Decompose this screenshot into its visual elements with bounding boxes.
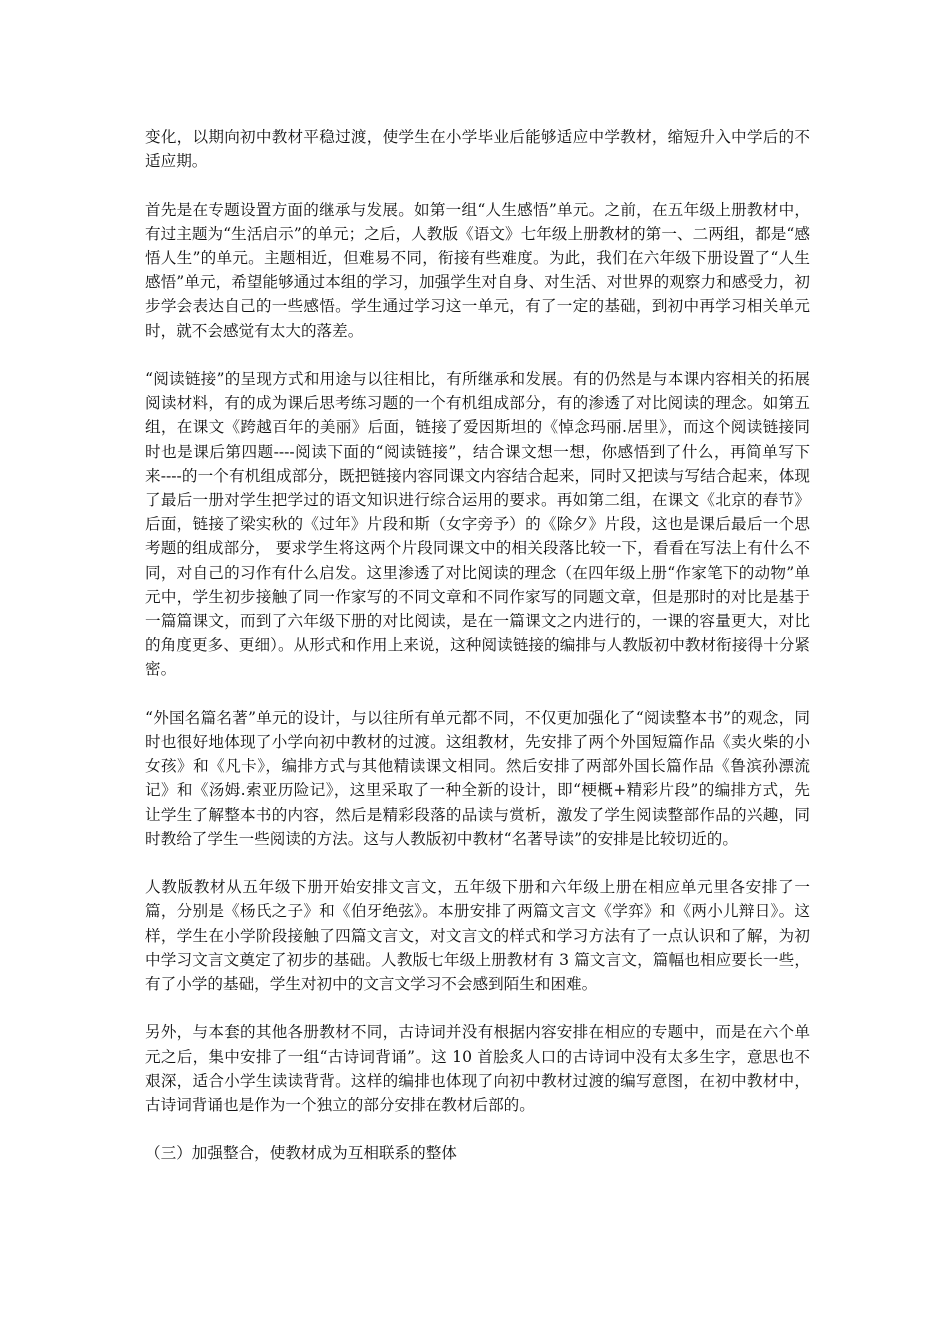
paragraph-reading-link: “阅读链接”的呈现方式和用途与以往相比，有所继承和发展。有的仍然是与本课内容相关的拓展阅读材料，有的成为课后思考练习题的一个有机组成部分，有的渗透了对比阅读的理念。如第五组，在课文《跨越百年的美丽》后面，链接了爱因斯坦的《悼念玛丽.居里》，而这个阅读链接同时也是课后第四题----阅读下面的“阅读链接”，结合课文想一想，你感悟到了什么，再简单写下来----的一个有机组成部分，既把链接内容同课文内容结合起来，同时又把读与写结合起来，体现了最后一册对学生把学过的语文知识进行综合运用的要求。再如第二组，在课文《北京的春节》后面，链接了梁实秋的《过年》片段和斯（女字旁予）的《除夕》片段，这也是课后最后一个思考题的组成部分， 要求学生将这两个片段同课文中的相关段落比较一下，看看在写法上有什么不同，对自己的习作有什么启发。这里渗透了对比阅读的理念（在四年级上册“作家笔下的动物”单元中，学生初步接触了同一作家写的不同文章和不同作家写的同题文章，但是那时的对比是基于一篇篇课文，而到了六年级下册的对比阅读，是在一篇课文之内进行的，一课的容量更大，对比的角度更多、更细）。从形式和作用上来说，这种阅读链接的编排与人教版初中教材衔接得十分紧密。: [145, 370, 810, 679]
paragraph-foreign-classics: “外国名篇名著”单元的设计，与以往所有单元都不同，不仅更加强化了“阅读整本书”的观念，同时也很好地体现了小学向初中教材的过渡。这组教材，先安排了两个外国短篇作品《卖火柴的小女孩》和《凡卡》，编排方式与其他精读课文相同。然后安排了两部外国长篇作品《鲁滨孙漂流记》和《汤姆.索亚历险记》，这里采取了一种全新的设计，即“梗概+精彩片段”的编排方式，先让学生了解整本书的内容，然后是精彩段落的品读与赏析，激发了学生阅读整部作品的兴趣，同时教给了学生一些阅读的方法。这与人教版初中教材“名著导读”的安排是比较切近的。: [145, 708, 810, 848]
paragraph-ancient-poetry: 另外，与本套的其他各册教材不同，古诗词并没有根据内容安排在相应的专题中，而是在六个单元之后，集中安排了一组“古诗词背诵”。这 10 首脍炙人口的古诗词中没有太多生字，意思也不艰深，适合小学生读读背背。这样的编排也体现了向初中教材过渡的编写意图，在初中教材中，古诗词背诵也是作为一个独立的部分安排在教材后部的。: [145, 1023, 810, 1115]
document-page: [145, 125, 810, 1166]
paragraph-topic-inheritance: 首先是在专题设置方面的继承与发展。如第一组“人生感悟”单元。之前，在五年级上册教材中，有过主题为“生活启示”的单元；之后，人教版《语文》七年级上册教材的第一、二两组，都是“感悟人生”的单元。主题相近，但难易不同，衔接有些难度。为此，我们在六年级下册设置了“人生感悟”单元，希望能够通过本组的学习，加强学生对自身、对生活、对世界的观察力和感受力，初步学会表达自己的一些感悟。学生通过学习这一单元，有了一定的基础，到初中再学习相关单元时，就不会感觉有太大的落差。: [145, 200, 810, 340]
paragraph-classical-chinese: 人教版教材从五年级下册开始安排文言文，五年级下册和六年级上册在相应单元里各安排了一篇，分别是《杨氏之子》和《伯牙绝弦》。本册安排了两篇文言文《学弈》和《两小儿辩日》。这样，学生在小学阶段接触了四篇文言文，对文言文的样式和学习方法有了一点认识和了解，为初中学习文言文奠定了初步的基础。人教版七年级上册教材有 3 篇文言文，篇幅也相应要长一些，有了小学的基础，学生对初中的文言文学习不会感到陌生和困难。: [145, 878, 810, 994]
section-heading: （三）加强整合，使教材成为互相联系的整体: [145, 1144, 457, 1163]
paragraph-transition-intro: 变化，以期向初中教材平稳过渡，使学生在小学毕业后能够适应中学教材，缩短升入中学后的不适应期。: [145, 128, 810, 171]
